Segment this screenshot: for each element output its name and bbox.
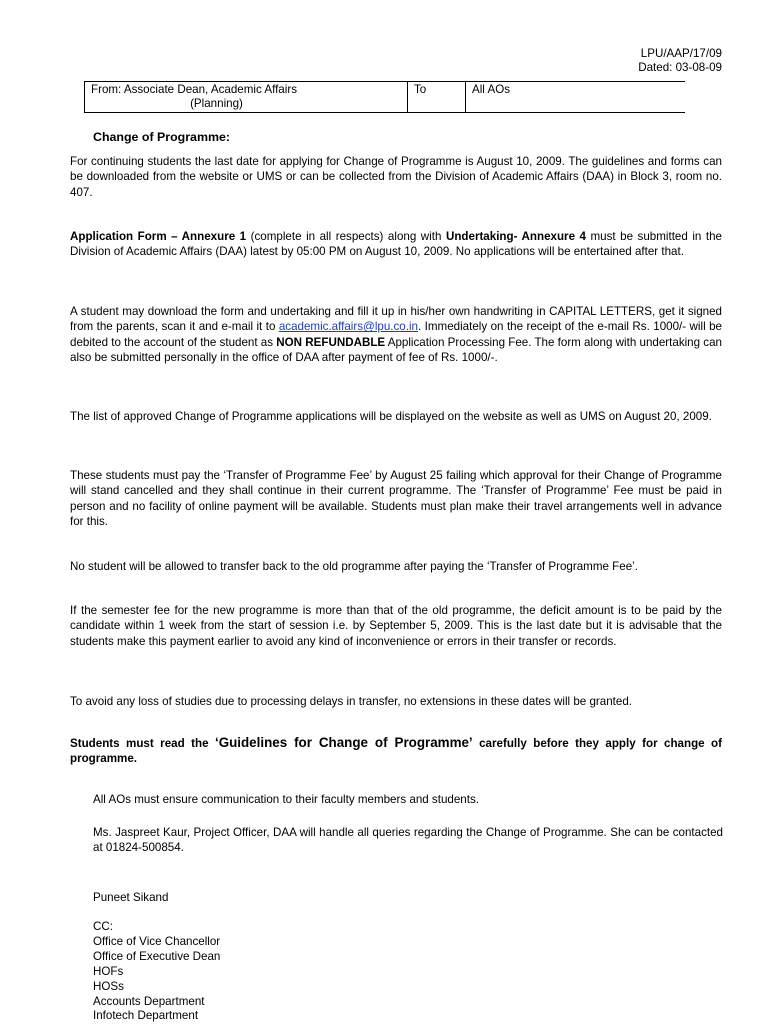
cc-item: Office of Executive Dean [93,949,221,963]
paragraph-text: carefully before they apply for change of programme. [70,737,722,766]
from-to-table [84,81,685,113]
reference-code: LPU/AAP/17/09 [640,47,722,60]
paragraph-deadline: For continuing students the last date for applying for Change of Programme is August 10, 2009. The guidelines and forms can be downloaded from the website or UMS or can be collected from the Division of Academic Affairs (DAA) in Block 3, room no. 407. [70,155,722,199]
to-label-cell: To [408,82,466,113]
from-line-1: From: Associate Dean, Academic Affairs [91,83,297,96]
paragraph-read-guidelines [70,735,722,767]
cc-item: Accounts Department [93,994,205,1008]
paragraph-deficit-fee: If the semester fee for the new programme is more than that of the old programme, the deficit amount is to be paid by the candidate within 1 week from the start of session i.e. by September 5, 2009. This is the last date but it is advisable that the students make this payment earlier to avoid any kind of inconvenience or errors in their transfer or records. [70,604,722,648]
cc-label: CC: [93,920,113,933]
paragraph-text: (complete in all respects) along with [246,230,446,243]
paragraph-approved-list: The list of approved Change of Programme applications will be displayed on the website as well as UMS on August 20, 2009. [70,410,712,423]
reference-block [638,47,722,75]
paragraph-transfer-fee: These students must pay the ‘Transfer of Programme Fee’ by August 25 failing which approval for their Change of Programme will stand cancelled and they shall continue in their current programme. The ‘Transfer of Programme’ Fee must be paid in person and no facility of online payment will be available. Students must plan make their travel arrangements well in advance for this. [70,469,722,528]
paragraph-application-form [70,229,722,260]
cc-item: Office of Vice Chancellor [93,934,221,948]
to-value-cell: All AOs [466,82,686,113]
reference-date: Dated: 03-08-09 [638,61,722,74]
paragraph-no-extensions: To avoid any loss of studies due to processing delays in transfer, no extensions in these dates will be granted. [70,695,632,708]
paragraph-text: must be submitted in the Division of Academic Affairs (DAA) latest by 05:00 PM on August 10, 2009. No applications will be entertained after that. [70,230,722,259]
paragraph-aos-communication: All AOs must ensure communication to their faculty members and students. [93,793,479,806]
paragraph-no-transfer-back: No student will be allowed to transfer back to the old programme after paying the ‘Transfer of Programme Fee’. [70,560,638,573]
from-cell [85,82,408,113]
non-refundable-label: NON REFUNDABLE [276,335,386,349]
paragraph-text: Application Processing Fee. The form along with undertaking can also be submitted personally in the office of DAA after payment of fee of Rs. 1000/-. [70,335,722,364]
paragraph-text: . Immediately on the receipt of the e-mail Rs. 1000/- will be debited to the account of the student as [70,320,722,349]
paragraph-text: Students must read the [70,737,215,750]
cc-list [93,920,220,1024]
paragraph-contact-person: Ms. Jaspreet Kaur, Project Officer, DAA will handle all queries regarding the Change of Programme. She can be contacted at 01824-500854. [93,826,723,855]
email-link[interactable]: academic.affairs@lpu.co.in [278,320,418,334]
memo-heading: Change of Programme: [93,130,231,144]
guidelines-title: ‘Guidelines for Change of Programme’ [214,735,473,750]
cc-item: HOSs [93,979,124,993]
from-line-2: (Planning) [190,97,243,110]
paragraph-email-submission [70,304,722,365]
cc-item: Infotech Department [93,1009,199,1023]
annexure-1-label: Application Form – Annexure 1 [70,230,247,243]
annexure-4-label: Undertaking- Annexure 4 [445,230,586,243]
signature-name: Puneet Sikand [93,891,169,904]
cc-item: HOFs [93,964,124,978]
paragraph-text: A student may download the form and undertaking and fill it up in his/her own handwriting in CAPITAL LETTERS, get it signed from the parents, scan it and e-mail it to [70,305,722,334]
